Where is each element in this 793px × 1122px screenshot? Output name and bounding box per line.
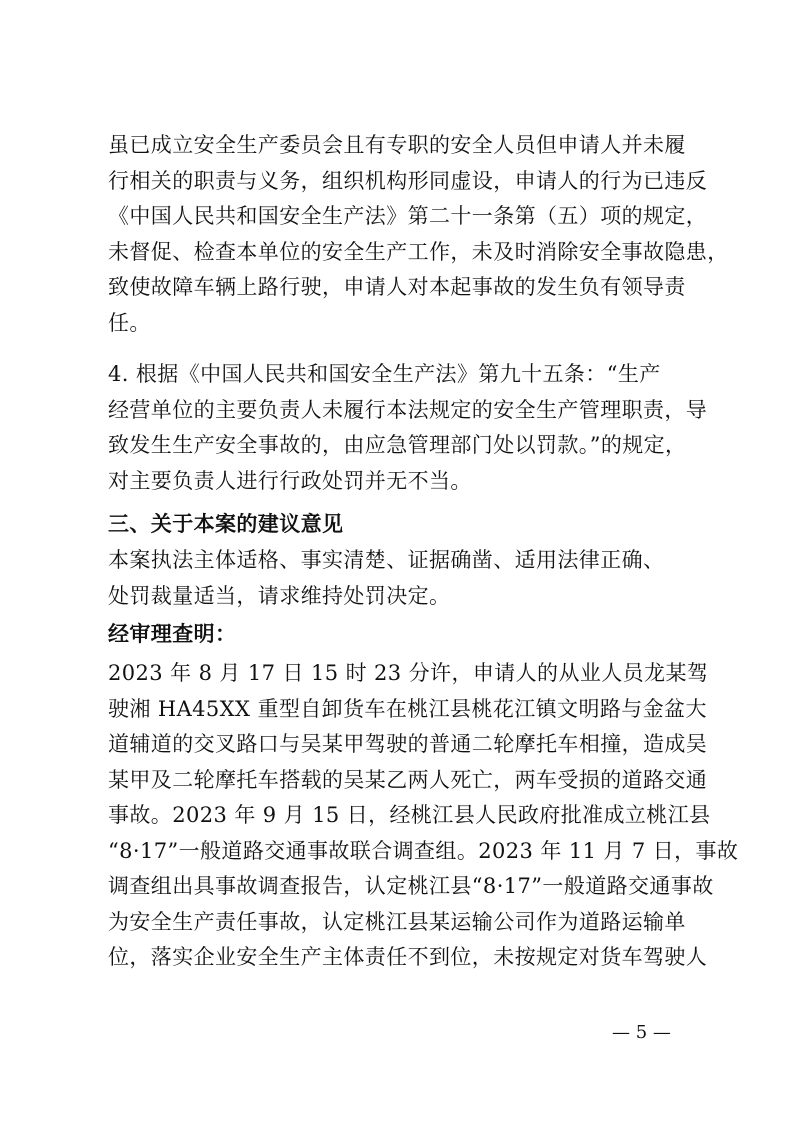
paragraph-1	[108, 128, 729, 341]
text-line: 某甲及二轮摩托车搭载的吴某乙两人死亡，两车受损的道路交通	[108, 767, 708, 792]
text-line: 对主要负责人进行行政处罚并无不当。	[108, 468, 472, 493]
text-line: 《中国人民共和国安全生产法》第二十一条第（五）项的规定，	[108, 204, 708, 228]
text-line: 道辅道的交叉路口与吴某甲驾驶的普通二轮摩托车相撞，造成吴	[108, 732, 708, 756]
text-line: “8·17”一般道路交通事故联合调查组。2023 年 11 月 7 日，事故	[108, 838, 739, 863]
paragraph-4	[108, 656, 739, 976]
section-heading-text: 经审理查明：	[108, 622, 237, 646]
text-line: 4. 根据《中国人民共和国安全生产法》第九十五条：“生产	[108, 362, 661, 386]
page-number: — 5 —	[612, 1022, 671, 1043]
text-line: 2023 年 8 月 17 日 15 时 23 分许，申请人的从业人员龙某驾	[108, 661, 709, 685]
section-heading-3	[108, 507, 698, 543]
text-line: 致发生生产安全事故的，由应急管理部门处以罚款。”的规定，	[108, 433, 687, 457]
text-line: 事故。2023 年 9 月 15 日，经桃江县人民政府批准成立桃江县	[108, 803, 711, 827]
text-line: 驶湘 HA45XX 重型自卸货车在桃江县桃花江镇文明路与金盆大	[108, 696, 707, 721]
text-line: 处罚裁量适当，请求维持处罚决定。	[108, 583, 451, 608]
paragraph-2	[108, 357, 708, 499]
text-line: 行相关的职责与义务，组织机构形同虚设，申请人的行为已违反	[108, 168, 708, 193]
section-heading-finding	[108, 617, 698, 653]
text-line: 为安全生产责任事故，认定桃江县某运输公司作为道路运输单	[108, 909, 686, 934]
text-line: 未督促、检查本单位的安全生产工作，未及时消除安全事故隐患，	[108, 239, 729, 264]
paragraph-3	[108, 543, 698, 614]
text-line: 致使故障车辆上路行驶，申请人对本起事故的发生负有领导责	[108, 275, 686, 299]
section-heading-text: 三、关于本案的建议意见	[108, 512, 344, 536]
text-line: 经营单位的主要负责人未履行本法规定的安全生产管理职责，导	[108, 397, 708, 422]
text-line: 位，落实企业安全生产主体责任不到位，未按规定对货车驾驶人	[108, 945, 708, 969]
text-line: 本案执法主体适格、事实清楚、证据确凿、适用法律正确、	[108, 548, 665, 572]
text-line: 虽已成立安全生产委员会且有专职的安全人员但申请人并未履	[108, 133, 686, 157]
text-line: 调查组出具事故调查报告，认定桃江县“8·17”一般道路交通事故	[108, 874, 714, 898]
text-line: 任。	[108, 310, 151, 335]
